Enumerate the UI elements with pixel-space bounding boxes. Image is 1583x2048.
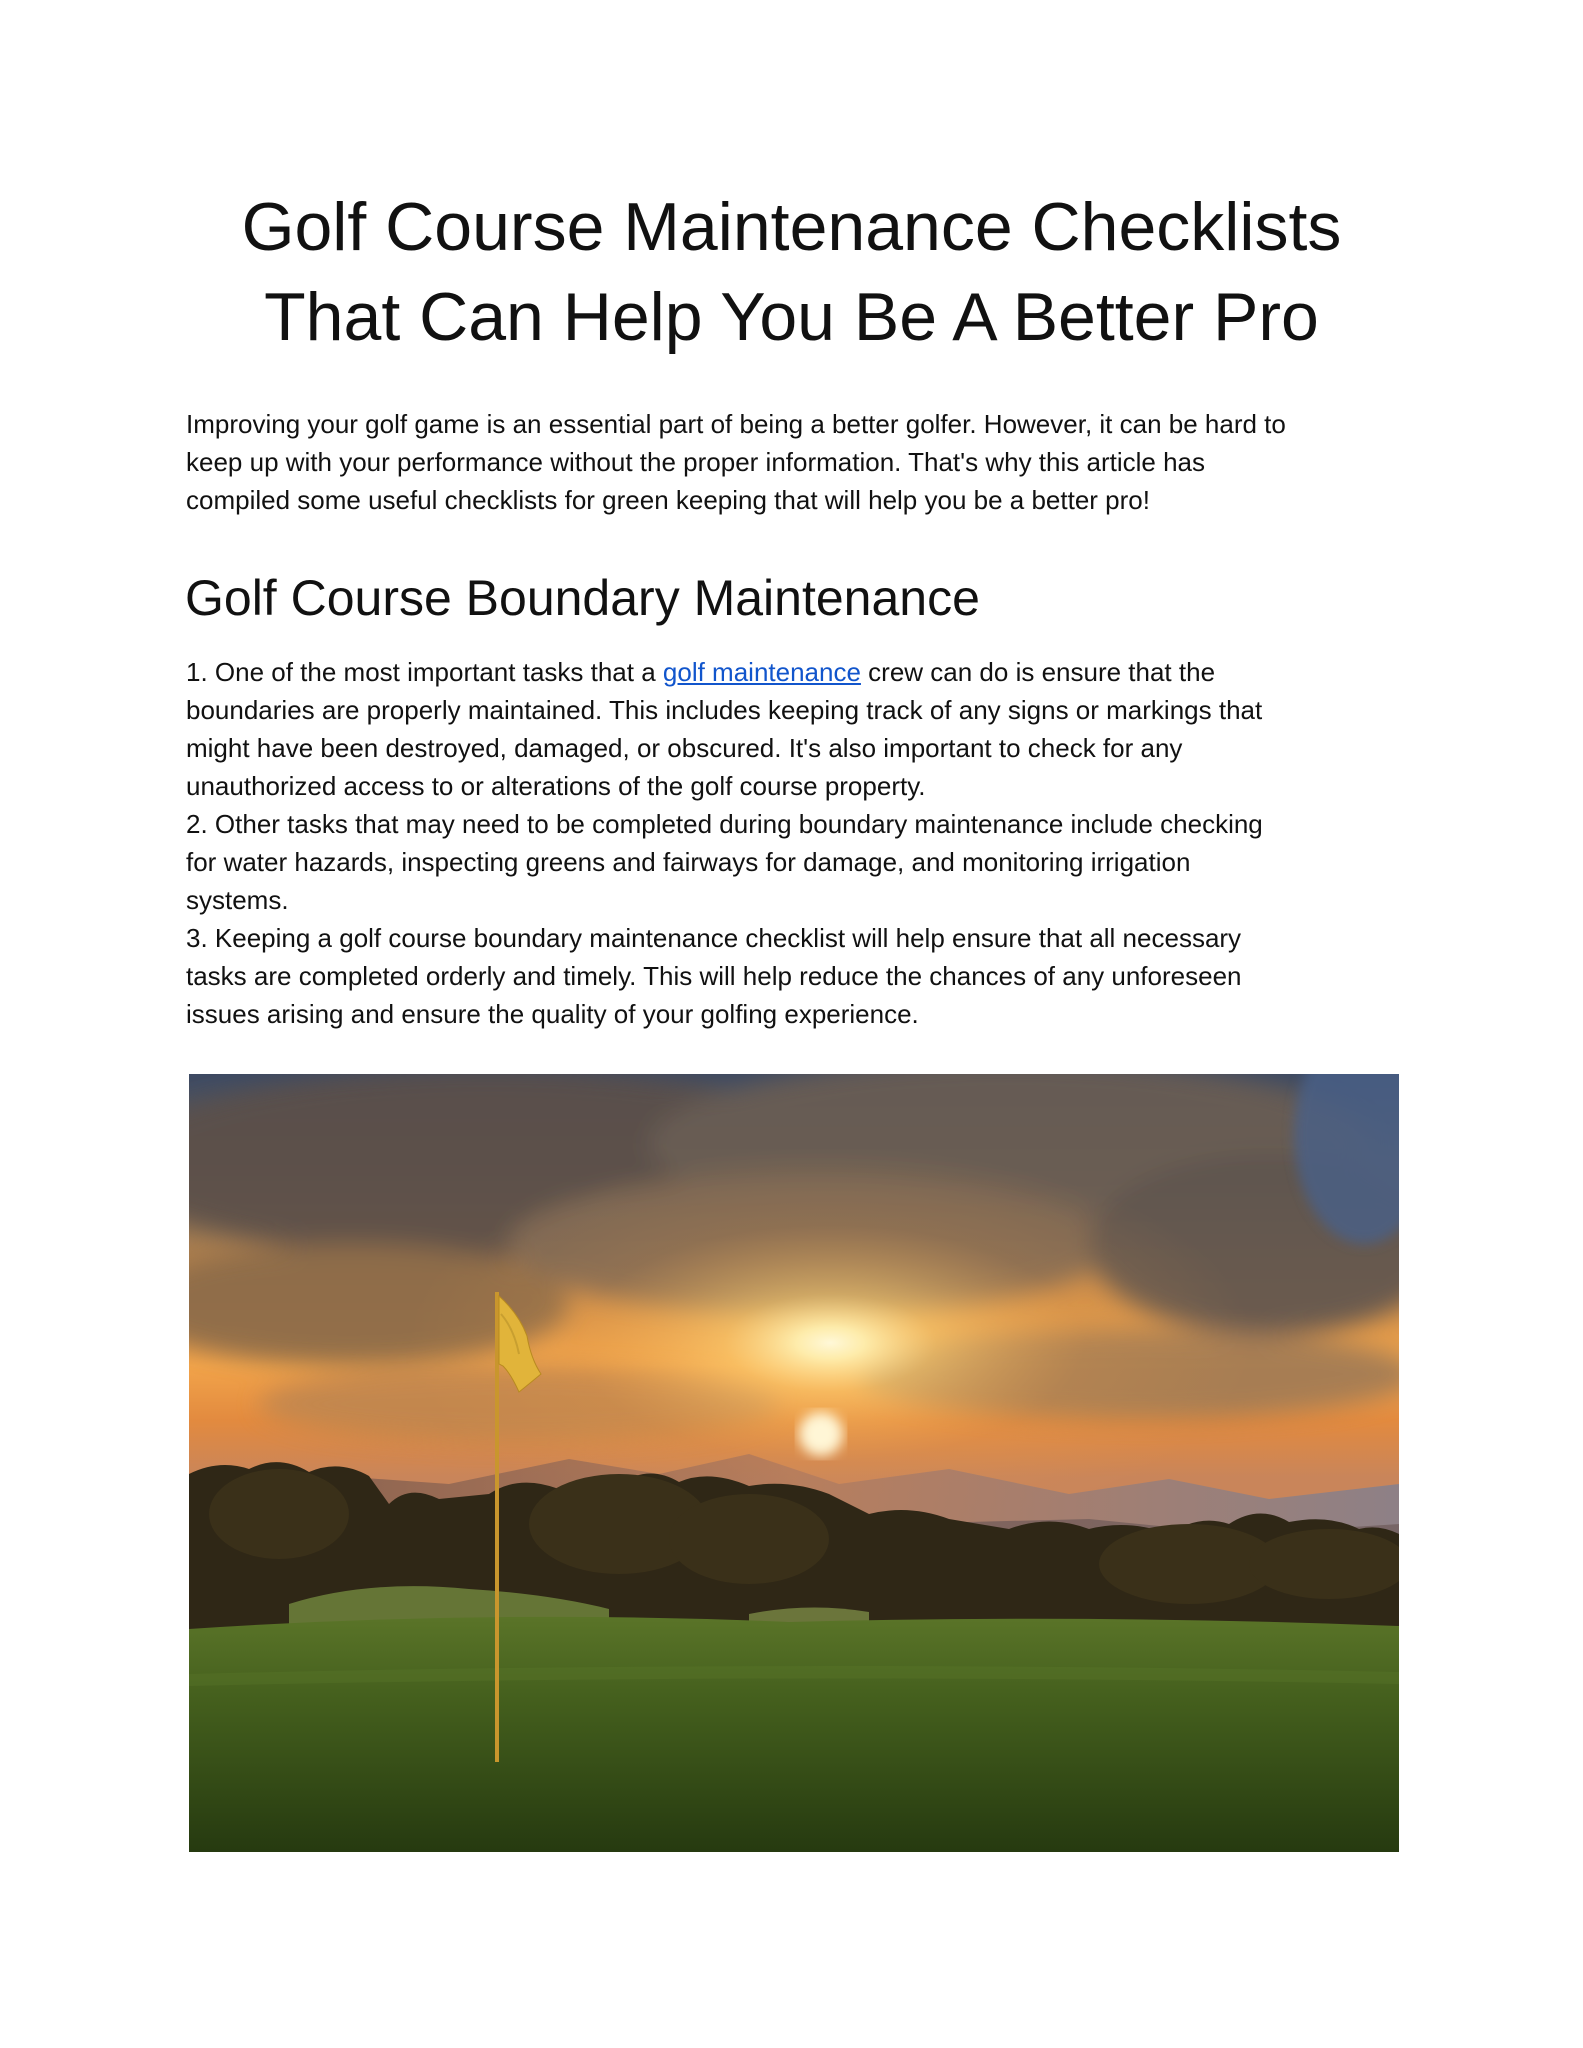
item1-text-before-link: 1. One of the most important tasks that a (186, 657, 663, 687)
golf-course-sunset-photo (189, 1074, 1399, 1852)
section-heading: Golf Course Boundary Maintenance (185, 570, 980, 626)
list-item-2-line: for water hazards, inspecting greens and fairways for damage, and monitoring irrigation (186, 847, 1191, 877)
intro-line: compiled some useful checklists for green keeping that will help you be a better pro! (186, 485, 1150, 515)
list-item-1-line: boundaries are properly maintained. This includes keeping track of any signs or markings that (186, 695, 1263, 725)
page-title-line: That Can Help You Be A Better Pro (264, 279, 1319, 355)
section-body (186, 653, 1401, 1033)
item1-text-after-link: crew can do is ensure that the (860, 657, 1216, 687)
list-item-2-line: 2. Other tasks that may need to be completed during boundary maintenance include checking (186, 809, 1263, 839)
intro-line: keep up with your performance without the proper information. That's why this article has (186, 447, 1205, 477)
list-item-1-line: might have been destroyed, damaged, or obscured. It's also important to check for any (186, 733, 1183, 763)
page-title-line: Golf Course Maintenance Checklists (241, 189, 1342, 265)
golf-maintenance-link[interactable]: golf maintenance (662, 657, 861, 687)
list-item-1-line: unauthorized access to or alterations of the golf course property. (186, 771, 926, 801)
list-item-3-line: 3. Keeping a golf course boundary maintenance checklist will help ensure that all necessary (186, 923, 1242, 953)
list-item-1-line (186, 653, 1401, 691)
list-item-3-line: issues arising and ensure the quality of your golfing experience. (186, 999, 919, 1029)
intro-line: Improving your golf game is an essential part of being a better golfer. However, it can be hard to (186, 409, 1286, 439)
list-item-3-line: tasks are completed orderly and timely. This will help reduce the chances of any unforeseen (186, 961, 1242, 991)
intro-paragraph (186, 405, 1401, 519)
page-title (185, 182, 1398, 362)
list-item-2-line: systems. (186, 885, 289, 915)
